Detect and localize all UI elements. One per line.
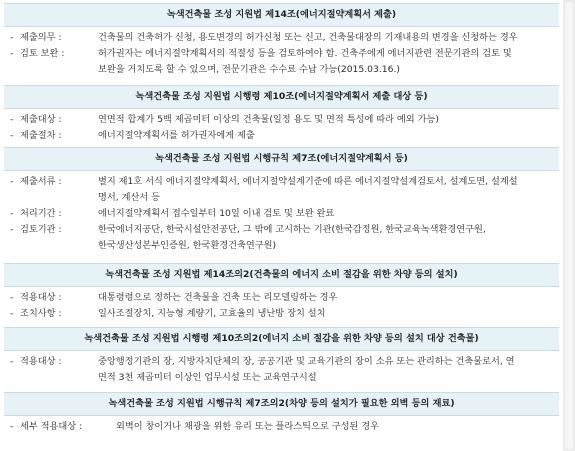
item-label: 처리기간 : xyxy=(20,208,62,219)
item-label: 조치사항 : xyxy=(20,308,62,319)
item-text: 에너지절약계획서를 허가권자에게 제출 xyxy=(98,130,255,141)
item-label: 제출절차 : xyxy=(20,130,62,141)
list-item: - 제출의무 : 건축물의 건축허가 신청, 용도변경의 허가신청 또는 신고, 건축물대장의 기재내용의 변경을 신청하는 경우 xyxy=(6,30,559,46)
item-text: 한국에너지공단, 한국시설안전공단, 그 밖에 고시하는 기관(한국감정원, 한국교육녹색환경연구원, xyxy=(98,224,486,235)
item-text: 중앙행정기관의 장, 지방자치단체의 장, 공공기관 및 교육기관의 장이 소유 또는 관리하는 건축물로서, 연 xyxy=(98,356,515,367)
item-text: 면적 3천 제곱미터 이상인 업무시설 또는 교육연구시설 xyxy=(98,372,317,383)
section-title: 녹색건축물 조성 지원법 시행령 제10조(에너지절약계획서 제출 대상 등) xyxy=(4,85,559,109)
section-enforcement-decree-art10 xyxy=(4,85,559,144)
section-green-building-act-art14 xyxy=(4,3,559,78)
section-title: 녹색건축물 조성 지원법 제14조(에너지절약계획서 제출) xyxy=(4,3,559,27)
item-text: 연면적 합계가 5백 제곱미터 이상의 건축물(일정 용도 및 면적 특성에 따라 예외 가능) xyxy=(98,114,439,125)
item-label: 적용대상 : xyxy=(20,356,62,367)
list-item: - 검토 보완 : 허가권자는 에너지절약계획서의 적절성 등을 검토하여야 함. 건축주에게 에너지관련 전문기관의 검토 및 보완을 거치도록 할 수 있으며, 전문기관은 수수료 수납 가능(2015.03.16.) xyxy=(6,46,559,78)
section-title: 녹색건축물 조성 지원법 시행규칙 제7조(에너지절약계획서 등) xyxy=(4,147,559,171)
item-text: 에너지절약계획서 접수일부터 10일 이내 검토 및 보완 완료 xyxy=(98,208,335,219)
item-text: 일사조절장치, 지능형 계량기, 고효율의 냉난방 장치 설치 xyxy=(98,308,326,319)
item-text: 건축물의 건축허가 신청, 용도변경의 허가신청 또는 신고, 건축물대장의 기재내용의 변경을 신청하는 경우 xyxy=(98,32,518,43)
list-item: - 제출대상 : 연면적 합계가 5백 제곱미터 이상의 건축물(일정 용도 및 면적 특성에 따라 예외 가능) xyxy=(6,112,559,128)
list-item: - 조치사항 : 일사조절장치, 지능형 계량기, 고효율의 냉난방 장치 설치 xyxy=(6,306,559,322)
list-item: - 제출서류 : 별지 제1호 서식 에너지절약계획서, 에너지절약설계기준에 따른 에너지절약설계검토서, 설계도면, 설계설 명서, 계산서 등 xyxy=(6,174,559,206)
section-title: 녹색건축물 조성 지원법 제14조의2(건축물의 에너지 소비 절감을 위한 차양 등의 설치) xyxy=(4,263,559,287)
list-item: - 적용대상 : 중앙행정기관의 장, 지방자치단체의 장, 공공기관 및 교육기관의 장이 소유 또는 관리하는 건축물로서, 연 면적 3천 제곱미터 이상인 업무시설 또는 교육연구시설 xyxy=(6,354,559,386)
item-label: 제출대상 : xyxy=(20,114,62,125)
item-text: 별지 제1호 서식 에너지절약계획서, 에너지절약설계기준에 따른 에너지절약설계검토서, 설계도면, 설계설 xyxy=(98,176,518,187)
item-label: 검토 보완 : xyxy=(20,48,65,59)
section-enforcement-decree-art10-2 xyxy=(4,327,559,386)
list-item: - 제출절차 : 에너지절약계획서를 허가권자에게 제출 xyxy=(6,128,559,144)
section-title: 녹색건축물 조성 지원법 시행규칙 제7조의2(차양 등의 설치가 필요한 외벽 등의 재료) xyxy=(4,392,559,416)
item-text: 허가권자는 에너지절약계획서의 적절성 등을 검토하여야 함. 건축주에게 에너지관련 전문기관의 검토 및 xyxy=(98,48,512,59)
section-title: 녹색건축물 조성 지원법 시행령 제10조의2(에너지 소비 절감을 위한 차양 등의 설치 대상 건축물) xyxy=(4,327,559,351)
item-text: 보완을 거치도록 할 수 있으며, 전문기관은 수수료 수납 가능(2015.03.16.) xyxy=(98,64,400,75)
item-label: 제출서류 : xyxy=(20,176,62,187)
item-label: 적용대상 : xyxy=(20,292,62,303)
item-text: 명서, 계산서 등 xyxy=(98,192,161,203)
list-item: - 적용대상 : 대통령령으로 정하는 건축물을 건축 또는 리모델링하는 경우 xyxy=(6,290,559,306)
list-item: - 검토기관 : 한국에너지공단, 한국시설안전공단, 그 밖에 고시하는 기관(한국감정원, 한국교육녹색환경연구원, 한국생산성본부인증원, 한국환경건축연구원) xyxy=(6,222,559,254)
section-enforcement-rule-art7-2 xyxy=(4,392,559,435)
item-label: 제출의무 : xyxy=(20,32,62,43)
section-enforcement-rule-art7 xyxy=(4,147,559,254)
item-text: 한국생산성본부인증원, 한국환경건축연구원) xyxy=(98,240,277,251)
item-text: 외벽이 창이거나 채광을 위한 유리 또는 플라스틱으로 구성된 경우 xyxy=(116,421,379,432)
scrollbar-thumb[interactable] xyxy=(565,2,573,449)
vertical-scrollbar[interactable] xyxy=(563,0,575,451)
list-item: - 세부 적용대상 : 외벽이 창이거나 채광을 위한 유리 또는 플라스틱으로 구성된 경우 xyxy=(6,419,559,435)
item-label: 세부 적용대상 : xyxy=(20,421,83,432)
section-green-building-act-art14-2 xyxy=(4,263,559,322)
item-text: 대통령령으로 정하는 건축물을 건축 또는 리모델링하는 경우 xyxy=(98,292,338,303)
list-item: - 처리기간 : 에너지절약계획서 접수일부터 10일 이내 검토 및 보완 완료 xyxy=(6,206,559,222)
item-label: 검토기관 : xyxy=(20,224,62,235)
